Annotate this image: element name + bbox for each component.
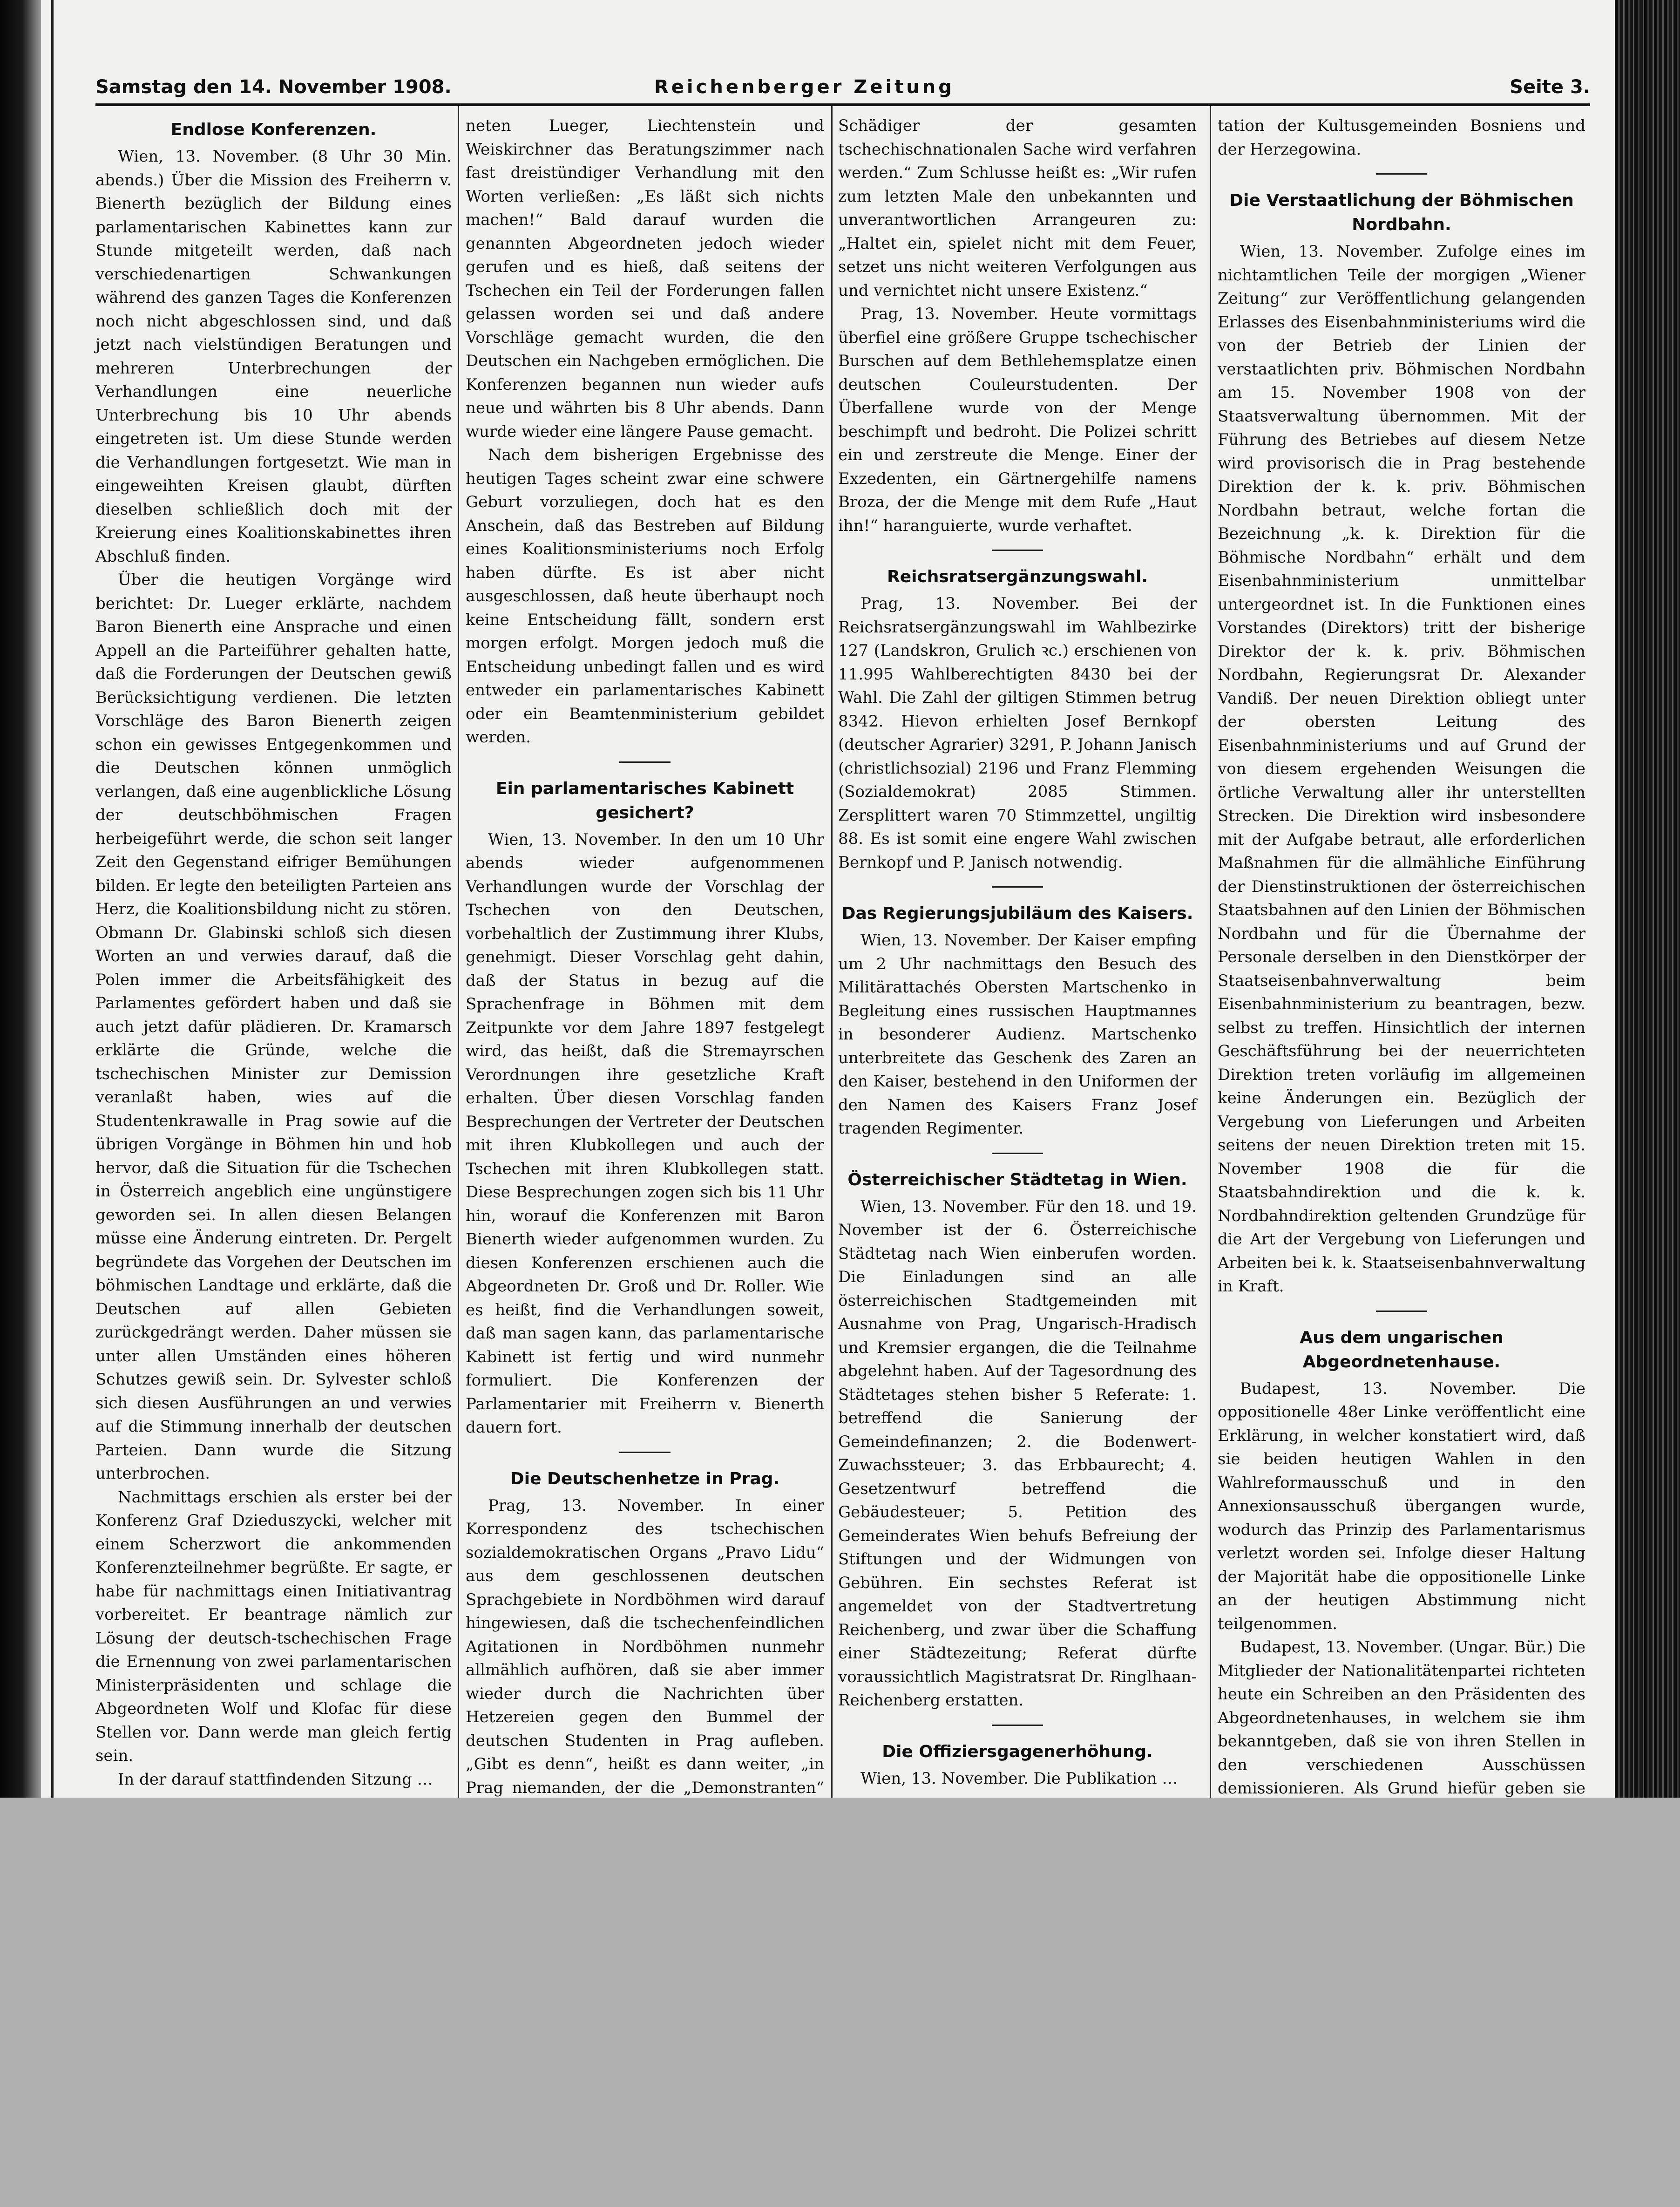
page-number: Seite 3.: [1510, 76, 1590, 98]
article-paragraph: Wien, 13. November. Der Kaiser empfing um 2 Uhr nachmittags den Besuch des Militärattachés Obersten Martschenko in Begleitung eines russischen Hauptmannes in besonderer Audienz. Martschenko unterbreitete das Geschenk des Zaren an den Kaiser, bestehend in den Uniformen der den Namen des Kaisers Franz Josef tragenden Regimenter.: [838, 931, 1197, 1138]
article-paragraph: Über die heutigen Vorgänge wird berichtet: Dr. Lueger erklärte, nachdem Baron Bienerth eine Ansprache und einen Appell an die Parteiführer gehalten hatte, daß die Forderungen der Deutschen gewiß Berücksichtigung verdienen. Die letzten Vorschläge des Baron Bienerth zeigen schon ein gewisses Entgegenkommen und die Deutschen können unmöglich verlangen, daß eine augenblickliche Lösung der deutschböhmischen Fragen herbeigeführt werde, die schon seit langer Zeit den Gegenstand eifriger Bemühungen bilden. Er legte den beteiligten Parteien ans Herz, die Koalitionsbildung nicht zu stören. Obmann Dr. Glabinski schloß sich diesen Worten an und verwies darauf, daß die Polen immer die Arbeitsfähigkeit des Parlamentes gefördert haben und daß sie auch jetzt dafür plädieren. Dr. Kramarsch erklärte die Gründe, welche die tschechischen Minister zur Demission veranlaßt haben, wies auf die Studentenkrawalle in Prag sowie auf die übrigen Vorgänge in Böhmen hin und hob hervor, daß die Situation für die Tschechen in Österreich angeblich eine ungünstigere geworden sei. In allen diesen Belangen müsse eine Änderung eintreten. Dr. Pergelt begründete das Vorgehen der Deutschen im böhmischen Landtage und erklärte, daß die Deutschen auf allen Gebieten zurückgedrängt werden. Daher müssen sie unter allen Umständen eines höheren Schutzes gewiß sein. Dr. Sylvester schloß sich diesen Ausführungen an und verwies auf die Stimmung innerhalb der deutschen Parteien. Dann wurde die Sitzung unterbrochen.: [95, 570, 452, 1483]
article-paragraph: Budapest, 13. November. Die oppositionelle 48er Linke veröffentlicht eine Erklärung, in welcher konstatiert wird, daß sie beiden heutigen Wahlen in den Wahlreformausschuß und in den Annexionsausschuß übergangen wurde, wodurch das Prinzip des Parlamentarismus verletzt worden sei. Infolge dieser Haltung der Majorität habe die oppositionelle Linke an der heutigen Abstimmung nicht teilgenommen.: [1218, 1379, 1585, 1633]
section-divider: [992, 886, 1043, 888]
article-paragraph: Schädiger der gesamten tschechischnationalen Sache wird verfahren werden.“ Zum Schlusse heißt es: „Wir rufen zum letzten Male den unbekannten und unverantwortlichen Arrangeuren zu: „Haltet ein, spielet nicht mit dem Feuer, setzet uns nicht weiteren Verfolgungen aus und vernichtet nicht unsere Existenz.“: [838, 116, 1197, 300]
scan-right-edge: [1615, 0, 1680, 1798]
article-heading: Endlose Konferenzen.: [170, 120, 377, 139]
article-paragraph: In der darauf stattfindenden Sitzung …: [118, 1770, 433, 1789]
section-divider: [992, 550, 1043, 551]
article-paragraph: neten Lueger, Liechtenstein und Weiskirchner das Beratungszimmer nach fast dreistündiger Verhandlung mit den Worten verließen: „Es läßt sich nichts machen!“ Bald darauf wurden die genannten Abgeordneten jedoch wieder gerufen und es hieß, daß seitens der Tschechen ein Teil der Forderungen fallen gelassen worden sei und daß andere Vorschläge gemacht wurden, die den Deutschen ein Nachgeben ermöglichen. Die Konferenzen begannen nun wieder aufs neue und währten bis 8 Uhr abends. Dann wurde wieder eine längere Pause gemacht.: [466, 116, 824, 441]
article-paragraph: Prag, 13. November. Heute vormittags überfiel eine größere Gruppe tschechischer Burschen auf dem Bethlehemsplatze einen deutschen Couleurstudenten. Der Überfallene wurde von der Menge beschimpft und bedroht. Die Polizei schritt ein und zerstreute die Menge. Einer der Exzedenten, ein Gärtnergehilfe namens Broza, der die Menge mit dem Rufe „Haut ihn!“ haranguierte, wurde verhaftet.: [838, 305, 1197, 535]
masthead-rule: [95, 103, 1590, 106]
article-paragraph: Wien, 13. November. In den um 10 Uhr abends wieder aufgenommenen Verhandlungen wurde der Vorschlag der Tschechen von den Deutschen, vorbehaltlich der Zustimmung ihrer Klubs, genehmigt. Dieser Vorschlag geht dahin, daß der Status in bezug auf die Sprachenfrage in Böhmen mit dem Zeitpunkte vor dem Jahre 1897 festgelegt wird, das heißt, daß die Stremayrschen Verordnungen ihre gesetzliche Kraft erhalten. Über diesen Vorschlag fanden Besprechungen der Vertreter der Deutschen mit ihren Klubkollegen und auch der Tschechen mit ihren Klubkollegen statt. Diese Besprechungen zogen sich bis 11 Uhr hin, worauf die Konferenzen mit Baron Bienerth wieder aufgenommen wurden. Zu diesen Konferenzen erschienen auch die Abgeordneten Dr. Groß und Dr. Roller. Wie es heißt, find die Verhandlungen soweit, daß man sagen kann, das parlamentarische Kabinett ist fertig und wird nunmehr formuliert. Die Konferenzen der Parlamentarier mit Freiherrn v. Bienerth dauern fort.: [466, 830, 824, 1437]
article-heading: Ein parlamentarisches Kabinett gesichert?: [495, 779, 794, 822]
column-3: [838, 114, 1197, 1798]
column-separator: [1210, 106, 1211, 1798]
article-paragraph: Nachmittags erschien als erster bei der Konferenz Graf Dzieduszycki, welcher mit einem Scherzwort die ankommenden Konferenzteilnehmer begrüßte. Er sagte, er habe für nachmittags einen Initiativantrag vorbereitet. Er beantrage nämlich zur Lösung der deutsch-tschechischen Frage die Ernennung von zwei parlamentarischen Ministerpräsidenten und schlage die Abgeordneten Wolf und Klofac für diese Stellen vor. Dann werde man gleich fertig sein.: [95, 1487, 452, 1765]
article-paragraph: Wien, 13. November. Zufolge eines im nichtamtlichen Teile der morgigen „Wiener Zeitung“ zur Veröffentlichung gelangenden Erlasses des Eisenbahnministeriums wird die von der Betrieb der Linien der verstaatlichten priv. Böhmischen Nordbahn am 15. November 1908 von der Staatsverwaltung übernommen. Mit der Führung des Betriebes auf diesem Netze wird provisorisch die in Prag bestehende Direktion der k. k. priv. Böhmischen Nordbahn betraut, welche fortan die Bezeichnung „k. k. Direktion für die Böhmische Nordbahn“ erhält und dem Eisenbahnministerium unmittelbar untergeordnet ist. In die Funktionen eines Vorstandes (Direktors) tritt der bisherige Direktor der k. k. priv. Böhmischen Nordbahn, Regierungsrat Dr. Alexander Vandiß. Der neuen Direktion obliegt unter der obersten Leitung des Eisenbahnministeriums und auf Grund der von diesem ergehenden Weisungen die örtliche Verwaltung aller ihr unterstellten Strecken. Die Direktion wird insbesondere mit der Aufgabe betraut, alle erforderlichen Maßnahmen für die allmähliche Einführung der Dienstinstruktionen der österreichischen Staatsbahnen auf den Linien der Böhmischen Nordbahn und für die Übernahme der Personale derselben in den Dienstkörper der Staatseisenbahnverwaltung beim Eisenbahnministerium zu beantragen, bezw. selbst zu treffen. Hinsichtlich der internen Geschäftsführung bei der neuerrichteten Direktion treten vorläufig im allgemeinen keine Änderungen ein. Bezüglich der Vergebung von Lieferungen und Arbeiten seitens der neuen Direktion treten mit 15. November 1908 die für die Staatsbahndirektion und die k. k. Nordbahndirektion geltenden Grundzüge für die Art der Vergebung von Lieferungen und Arbeiten bei k. k. Staatseisenbahnverwaltung in Kraft.: [1218, 242, 1585, 1296]
article-paragraph: Wien, 13. November. Für den 18. und 19. November ist der 6. Österreichische Städtetag nach Wien einberufen worden. Die Einladungen sind an alle österreichischen Stadtgemeinden mit Ausnahme von Prag, Ungarisch-Hradisch und Kremsier ergangen, die die Teilnahme abgelehnt haben. Auf der Tagesordnung des Städtetages stehen bisher 5 Referate: 1. betreffend die Sanierung der Gemeindefinanzen; 2. die Bodenwert-Zuwachssteuer; 3. das Erbbaurecht; 4. Gesetzentwurf betreffend die Gebäudesteuer; 5. Petition des Gemeinderates Wien behufs Befreiung der Stiftungen und der Widmungen von Gebühren. Ein sechstes Referat ist angemeldet von der Stadtvertretung Reichenberg, und zwar über die Schaffung einer Städtezeitung; Referat dürfte voraussichtlich Magistratsrat Dr. Ringlhaan-Reichenberg erstatten.: [838, 1197, 1197, 1710]
article-heading: Österreichischer Städtetag in Wien.: [847, 1170, 1187, 1189]
article-paragraph: Wien, 13. November. Die Publikation …: [860, 1769, 1178, 1788]
column-1: [95, 114, 452, 1798]
section-divider: [619, 1452, 671, 1453]
article-paragraph: Budapest, 13. November. (Ungar. Bür.) Die Mitglieder der Nationalitätenpartei richteten heute ein Schreiben an den Präsidenten des Abgeordnetenhauses, in welchem sie ihm bekanntgeben, daß sie von ihren Stellen in den verschiedenen Ausschüssen demissionieren. Als Grund hiefür geben sie: [1218, 1638, 1585, 1798]
article-paragraph: Prag, 13. November. In einer Korrespondenz des tschechischen sozialdemokratischen Organs „Pravo Lidu“ aus dem geschlossenen deutschen Sprachgebiete in Nordböhmen wird darauf hingewiesen, daß die tschechenfeindlichen Agitationen in Nordböhmen nunmehr allmählich aufhören, daß sie aber immer wieder durch die Nachrichten über Hetzereien gegen den Bummel der deutschen Studenten in Prag aufleben. „Gibt es denn“, heißt es dann weiter, „in Prag niemanden, der die „Demonstranten“: [466, 1496, 824, 1797]
section-divider: [619, 761, 671, 763]
column-2: [466, 114, 824, 1798]
column-separator: [831, 106, 833, 1798]
blank-scan-area: [0, 1798, 1680, 2207]
article-heading: Die Verstaatlichung der Böhmischen Nordbahn.: [1229, 191, 1574, 234]
newspaper-title: Reichenberger Zeitung: [654, 76, 955, 98]
article-paragraph: Nach dem bisherigen Ergebnisse des heutigen Tages scheint zwar eine schwere Geburt vorzuliegen, doch hat es den Anschein, daß das Bestreben auf Bildung eines Koalitionsministeriums noch Erfolg haben dürfte. Es ist aber nicht ausgeschlossen, daß heute überhaupt noch keine Entscheidung fällt, sondern erst morgen erfolgt. Morgen jedoch muß die Entscheidung unbedingt fallen und es wird entweder ein parlamentarisches Kabinett oder ein Beamtenministerium gebildet werden.: [466, 446, 824, 747]
section-divider: [992, 1153, 1043, 1154]
scan-left-edge: [0, 0, 41, 1798]
article-heading: Das Regierungsjubiläum des Kaisers.: [841, 904, 1193, 923]
article-paragraph: tation der Kultusgemeinden Bosniens und der Herzegowina.: [1218, 116, 1585, 159]
article-heading: Die Deutschenhetze in Prag.: [510, 1469, 780, 1488]
column-4: [1218, 114, 1585, 1798]
masthead: [95, 70, 1590, 102]
article-heading: Aus dem ungarischen Abgeordnetenhause.: [1300, 1328, 1504, 1372]
scan-left-border: [51, 0, 54, 1798]
column-separator: [458, 106, 459, 1798]
section-divider: [1376, 1311, 1427, 1312]
section-divider: [1376, 173, 1427, 175]
article-heading: Reichsratsergänzungswahl.: [887, 567, 1148, 586]
article-paragraph: Prag, 13. November. Bei der Reichsratsergänzungswahl im Wahlbezirke 127 (Landskron, Grulich ꝛc.) erschienen von 11.995 Wahlberechtigten 8430 bei der Wahl. Die Zahl der giltigen Stimmen betrug 8342. Hievon erhielten Josef Bernkopf (deutscher Agrarier) 3291, P. Johann Janisch (christlichsozial) 2196 und Franz Flemming (Sozialdemokrat) 2085 Stimmen. Zersplittert waren 70 Stimmzettel, ungiltig 88. Es ist somit eine engere Wahl zwischen Bernkopf und P. Janisch notwendig.: [838, 594, 1197, 872]
issue-date: Samstag den 14. November 1908.: [95, 76, 452, 98]
article-heading: Die Offiziersgagenerhöhung.: [882, 1742, 1153, 1761]
article-paragraph: Wien, 13. November. (8 Uhr 30 Min. abends.) Über die Mission des Freiherrn v. Bienerth bezüglich der Bildung eines parlamentarischen Kabinettes kann zur Stunde mitgeteilt werden, daß nach verschiedenartigen Schwankungen während des ganzen Tages die Konferenzen noch nicht abgeschlossen sind, und daß jetzt nach vielstündigen Beratungen und mehreren Unterbrechungen der Verhandlungen eine neuerliche Unterbrechung bis 10 Uhr abends eingetreten ist. Um diese Stunde werden die Verhandlungen fortgesetzt. Wie man in eingeweihten Kreisen glaubt, dürften dieselben schließlich doch mit der Kreierung eines Koalitionskabinettes ihren Abschluß finden.: [95, 147, 452, 566]
section-divider: [992, 1725, 1043, 1726]
